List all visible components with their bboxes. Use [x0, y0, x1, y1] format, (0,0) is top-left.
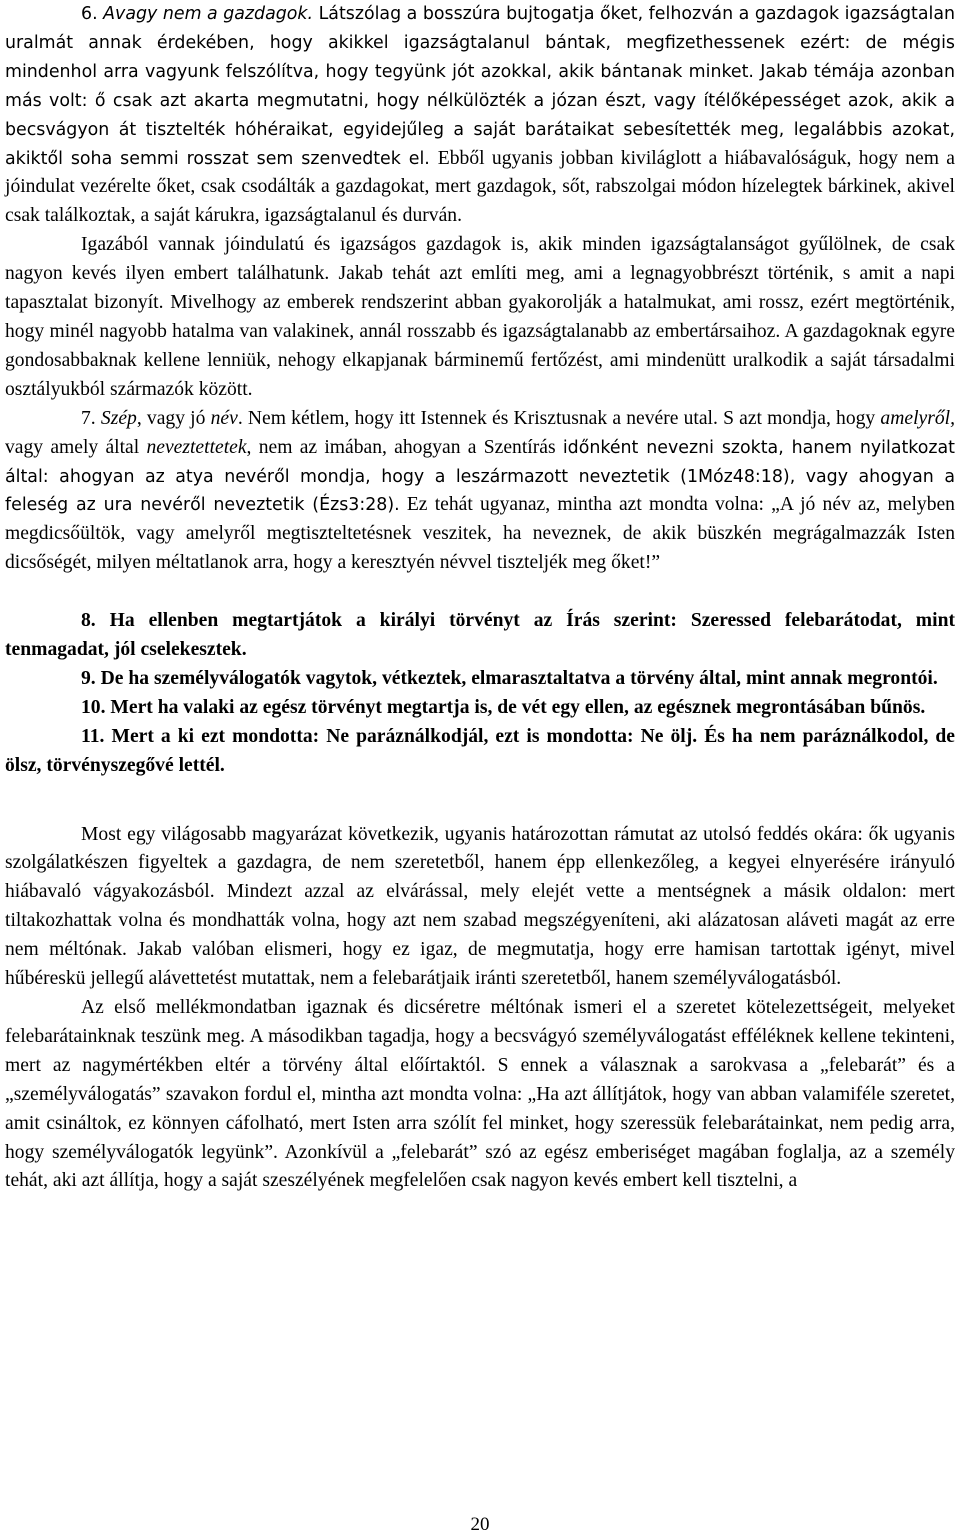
verse-text: Ha ellenben megtartjátok a királyi törvényt az Írás szerint: Szeressed felebarátodat, mint tenmagadat, jól cselekesztek.: [5, 610, 955, 661]
verse-text: Mert ha valaki az egész törvényt megtartja is, de vét egy ellen, az egésznek megrontásában bűnös.: [110, 696, 926, 718]
verse-11: [5, 723, 955, 781]
scripture-verses: [5, 607, 955, 780]
section-heading-italic: Avagy nem a gazdagok.: [103, 4, 314, 24]
verse-10: [5, 694, 955, 723]
paragraph-text-sans: Látszólag a bosszúra bujtogatja őket, felhozván a gazdagok igazságtalan uralmát annak érdekében, hogy akikkel igazságtalanul bántak, megfizethessenek ezért: de mégis mindenhol arra vagyunk felszólítva, hogy tegyünk jót azokkal, akik bántanak minket. Jakab témája azonban más volt: ő csak azt akarta megmutatni, hogy nélkülözték a józan észt, vagy ítélőképességet azok, akik a becsvágyon át tisztelték hóhéraikat, egyidejűleg a saját barátaikat sebesítették meg, legalábbis azokat, akiktől soha semmi rosszat sem szenvedtek el.: [5, 4, 956, 169]
paragraph-text-sans: időnként nevezni szokta, hanem nyilatkozat által: ahogyan az atya nevéről mondja, hogy a leszármazott neveztetik (1Móz48:18), vagy ahogyan a feleség az ura nevéről neveztetik (Ézs3:28).: [5, 437, 955, 516]
paragraph-text: Ez tehát ugyanaz, mintha azt mondta volna: „A jó név az, melyben megdicsőültök, vagy amelyről megtiszteltetésnek veszitek, ha neveznek, de akik büszkén megrágalmazzák Isten dicsőségét, milyen méltatlanok arra, hogy a keresztyén névvel tiszteljék meg őket!”: [5, 494, 955, 574]
verse-number: 9.: [81, 667, 96, 689]
italic-word: név: [210, 407, 238, 429]
paragraph-text: , nem az imában, ahogyan a Szentírás: [246, 436, 556, 458]
paragraph-explanation: Most egy világosabb magyarázat következik, ugyanis határozottan rámutat az utolsó feddés okára: ők ugyanis szolgálatkészen figyeltek a gazdagra, de nem szeretetből, hanem épp ellenkezőleg, a kegyei elnyerésére irányuló hiábavaló vágyakozásból. Mindezt azzal az elvárással, mely elejét vette a mentségnek a másik oldalon: mert tiltakozhattak volna és mondhatták volna, hogy azt nem szabad megszégyeníteni, aki alázatosan aláveti magát az erre nem méltónak. Jakab valóban elismeri, hogy ez igaz, de megmutatja, hogy erre hamisan tartottak igényt, mivel hűbéreskü jellegű alávettetést mutattak, nem a felebarátjaik iránti szeretetből, hanem személyválogatásból.: [5, 823, 955, 990]
paragraph-7: [5, 405, 955, 578]
verse-number: 10.: [81, 696, 106, 718]
page-number: 20: [470, 1514, 490, 1535]
paragraph-text: vagy amely által: [5, 436, 140, 458]
paragraph-rich: Igazából vannak jóindulatú és igazságos gazdagok is, akik minden igazságtalanságot gyűlölnek, de csak nagyon kevés ilyen embert találhatunk. Jakab tehát azt említi meg, ami a legnagyobbrészt történik, s amit a napi tapasztalat bizonyít. Mivelhogy az emberek rendszerint abban gyakorolják a hatalmukat, ami rossz, ezért megtörténik, hogy minél nagyobb hatalma van valakinek, annál rosszabb és igazságtalanabb az embertársaihoz. A gazdagoknak egyre gondosabbaknak kellene lenniük, nehogy elkapjanak bárminemű fertőzést, ami mindenütt uralkodik a saját társadalmi osztályukból származók között.: [5, 234, 955, 400]
italic-word: Szép: [100, 407, 137, 429]
paragraph-text-serif: Ebből ugyanis jobban kiviláglott a hiábavalóságuk, hogy nem a jóindulat vezérelte őket, csak csodálták a gazdagokat, mert gazdagok, sőt, rabszolgai módon hízelegtek bárkinek, akivel csak találkoztak, a saját kárukra, igazságtalanul és durván.: [5, 147, 955, 227]
paragraph-text: . Nem kétlem, hogy itt Istennek és Krisztusnak a nevére utal. S azt mondja, hogy: [237, 407, 876, 429]
paragraph-text: , vagy jó: [136, 407, 206, 429]
section-number: 7.: [81, 407, 96, 429]
paragraph-6: [5, 0, 955, 231]
italic-word: amelyről,: [880, 407, 955, 429]
paragraph-neighbor: Az első mellékmondatban igaznak és dicséretre méltónak ismeri el a szeretet kötelezettségeit, melyeket felebarátainknak teszünk meg. A másodikban tagadja, hogy a becsvágyó személyválogatást efféléknek kellene tekinteni, mert az nagymértékben eltér a törvény által előírtaktól. S ennek a válasznak a sarokvasa a „felebarát” és a „személyválogatás” szavakon fordul el, mintha azt mondta volna: „Ha azt állítjátok, hogy van abban valamiféle szeretet, amit csináltok, ez könnyen cáfolható, mert Isten arra szólít fel minket, hogy szeressük felebarátainkat, nem pedig arra, hogy személyválogatók legyünk”. Azonkívül a „felebarát” szó az egész emberiséget magában foglalja, az a személy tehát, aki azt állítja, hogy a saját szeszélyének megfelelően csak nagyon kevés embert kell tisztelni, a: [5, 997, 955, 1192]
verse-number: 11.: [81, 725, 105, 747]
verse-text: De ha személyválogatók vagytok, vétkeztek, elmarasztaltatva a törvény által, mint annak megrontói.: [100, 667, 938, 689]
italic-word: neveztettetek: [146, 436, 247, 458]
document-page: [5, 0, 955, 1196]
verse-9: [5, 665, 955, 694]
section-number: 6.: [81, 4, 98, 24]
verse-number: 8.: [81, 610, 96, 632]
verse-text: Mert a ki ezt mondotta: Ne paráználkodjál, ezt is mondotta: Ne ölj. És ha nem paráználkodol, de ölsz, törvényszegővé lettél.: [5, 725, 955, 776]
verse-8: [5, 607, 955, 665]
